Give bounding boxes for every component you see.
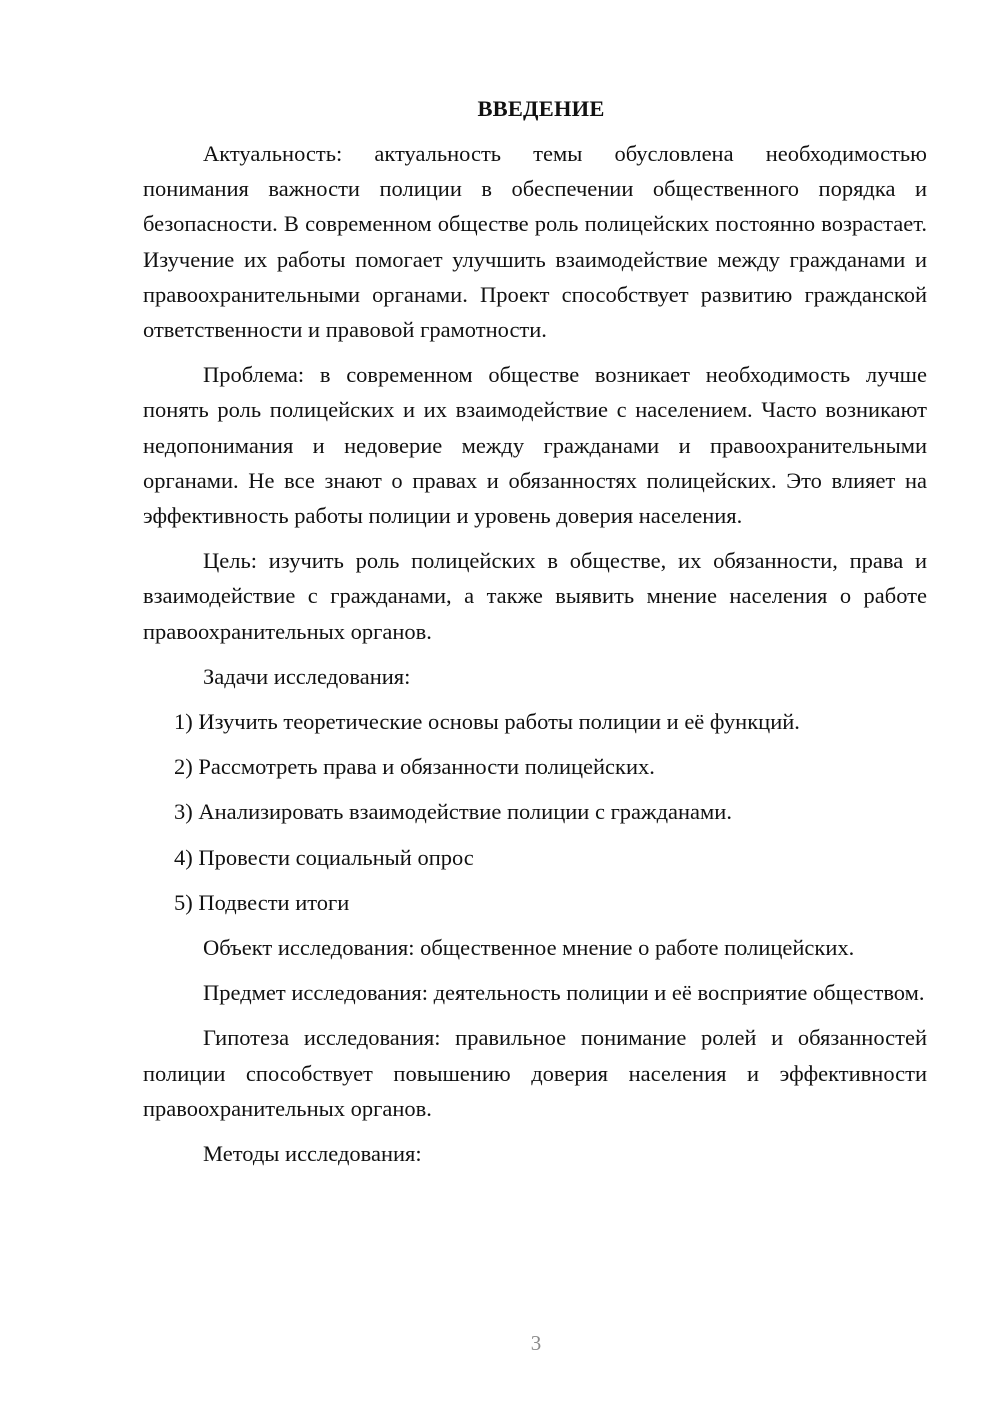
methods-label: Методы исследования:	[203, 1141, 422, 1167]
task-item: 1) Изучить теоретические основы работы полиции и её функций.	[174, 709, 800, 735]
task-item: 2) Рассмотреть права и обязанности полицейских.	[174, 754, 655, 780]
hypothesis-paragraph: Гипотеза исследования: правильное понимание ролей и обязанностей полиции способствует повышению доверия населения и эффективности правоохранительных органов.	[143, 1025, 927, 1121]
task-item: 3) Анализировать взаимодействие полиции с гражданами.	[174, 799, 732, 825]
page-number: 3	[530, 1331, 542, 1355]
relevance-paragraph: Актуальность: актуальность темы обусловлена необходимостью понимания важности полиции в обеспечении общественного порядка и безопасности. В современном обществе роль полицейских постоянно возрастает. Изучение их работы помогает улучшить взаимодействие между гражданами и правоохранительными органами. Проект способствует развитию гражданской ответственности и правовой грамотности.	[143, 141, 927, 343]
section-heading: ВВЕДЕНИЕ	[477, 96, 605, 121]
task-item: 4) Провести социальный опрос	[174, 844, 474, 870]
page-content	[143, 90, 927, 1181]
problem-paragraph: Проблема: в современном обществе возникает необходимость лучше понять роль полицейских и их взаимодействие с населением. Часто возникают недопонимания и недоверие между гражданами и правоохранительными органами. Не все знают о правах и обязанностях полицейских. Это влияет на эффективность работы полиции и уровень доверия населения.	[143, 362, 927, 529]
goal-paragraph: Цель: изучить роль полицейских в обществе, их обязанности, права и взаимодействие с гражданами, а также выявить мнение населения о работе правоохранительных органов.	[143, 548, 927, 644]
subject-paragraph: Предмет исследования: деятельность полиции и её восприятие обществом.	[203, 980, 925, 1006]
task-item: 5) Подвести итоги	[174, 889, 350, 915]
object-paragraph: Объект исследования: общественное мнение о работе полицейских.	[203, 935, 855, 961]
tasks-list	[143, 704, 927, 920]
tasks-label: Задачи исследования:	[203, 663, 411, 689]
